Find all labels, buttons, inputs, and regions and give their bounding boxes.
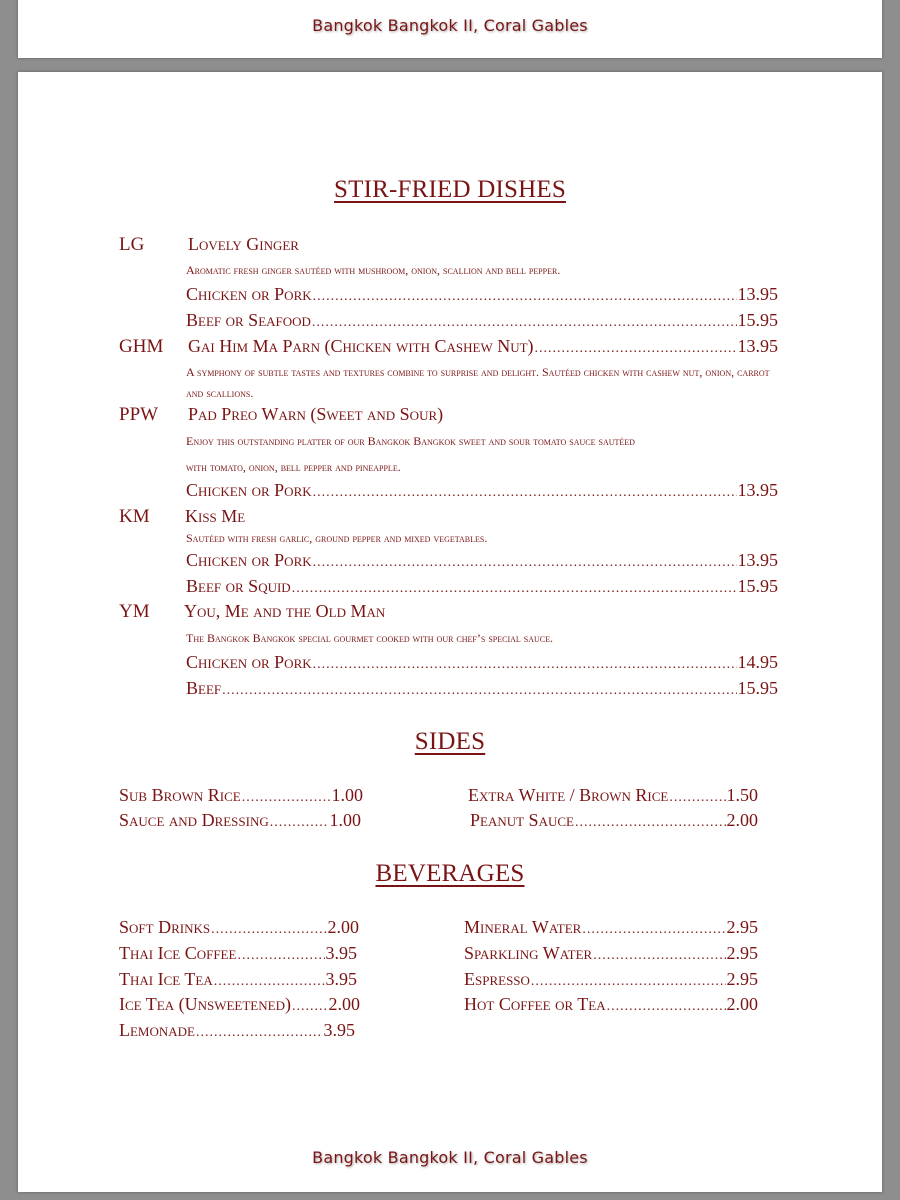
leader-dots <box>312 315 737 331</box>
price-line <box>119 969 357 990</box>
price-line <box>119 943 357 964</box>
leader-dots <box>292 999 328 1015</box>
price-label: Soft Drinks <box>119 917 211 937</box>
price-value: 2.95 <box>726 969 758 989</box>
price-line <box>464 994 758 1015</box>
price-line <box>470 810 758 831</box>
price-value: 2.95 <box>726 917 758 937</box>
price-label: Thai Ice Tea <box>119 969 213 989</box>
price-label: Chicken or Pork <box>186 550 312 570</box>
price-value: 1.00 <box>329 810 361 830</box>
price-value: 15.95 <box>737 678 778 698</box>
price-line <box>186 284 778 305</box>
price-value: 3.95 <box>325 943 357 963</box>
leader-dots <box>593 948 725 964</box>
previous-page <box>18 0 882 58</box>
price-value: 13.95 <box>737 480 778 500</box>
leader-dots <box>313 555 737 571</box>
section-title-stir-fried: STIR-FRIED DISHES <box>334 176 566 203</box>
price-label: Chicken or Pork <box>186 480 312 500</box>
leader-dots <box>196 1025 323 1041</box>
price-value: 15.95 <box>737 576 778 596</box>
leader-dots <box>531 974 726 990</box>
leader-dots <box>313 289 737 305</box>
leader-dots <box>222 683 736 699</box>
price-line <box>188 336 778 357</box>
price-line <box>186 310 778 331</box>
price-line <box>464 917 758 938</box>
price-label: Sub Brown Rice <box>119 785 241 805</box>
item-description: Enjoy this outstanding platter of our Bangkok Bangkok sweet and sour tomato sauce sautéed <box>186 434 635 448</box>
price-value: 2.00 <box>726 994 758 1014</box>
price-label: Sauce and Dressing <box>119 810 269 830</box>
price-line <box>119 917 359 938</box>
page-footer-title: Bangkok Bangkok II, Coral Gables <box>312 1148 588 1167</box>
item-code: LG <box>119 234 145 255</box>
price-label: Hot Coffee or Tea <box>464 994 606 1014</box>
price-label: Sparkling Water <box>464 943 593 963</box>
leader-dots <box>313 657 737 673</box>
price-line <box>186 576 778 597</box>
leader-dots <box>607 999 726 1015</box>
menu-page <box>18 72 882 1192</box>
price-label: Beef <box>186 678 222 698</box>
price-value: 3.95 <box>325 969 357 989</box>
leader-dots <box>242 790 331 806</box>
page-header-title: Bangkok Bangkok II, Coral Gables <box>312 16 588 35</box>
leader-dots <box>313 485 737 501</box>
price-value: 3.95 <box>323 1020 355 1040</box>
item-code: KM <box>119 506 150 527</box>
price-value: 1.50 <box>726 785 758 805</box>
item-description: with tomato, onion, bell pepper and pineapple. <box>186 460 401 474</box>
price-label: Mineral Water <box>464 917 582 937</box>
item-name: Pad Preo Warn (Sweet and Sour) <box>188 404 444 424</box>
item-description: The Bangkok Bangkok special gourmet cooked with our chef’s special sauce. <box>186 631 554 645</box>
price-value: 2.95 <box>726 943 758 963</box>
price-value: 1.00 <box>331 785 363 805</box>
leader-dots <box>582 922 725 938</box>
price-line <box>119 1020 355 1041</box>
leader-dots <box>575 815 726 831</box>
price-label: Extra White / Brown Rice <box>468 785 669 805</box>
price-label: Lemonade <box>119 1020 195 1040</box>
leader-dots <box>211 922 326 938</box>
price-label: Peanut Sauce <box>470 810 574 830</box>
leader-dots <box>270 815 329 831</box>
price-value: 13.95 <box>737 336 778 356</box>
price-value: 2.00 <box>327 917 359 937</box>
price-label: Espresso <box>464 969 530 989</box>
price-value: 13.95 <box>737 284 778 304</box>
section-title-sides: SIDES <box>414 728 486 755</box>
leader-dots <box>292 581 737 597</box>
item-code: GHM <box>119 336 164 357</box>
price-value: 2.00 <box>328 994 360 1014</box>
price-label: Ice Tea (Unsweetened) <box>119 994 291 1014</box>
price-value: 14.95 <box>737 652 778 672</box>
price-value: 2.00 <box>726 810 758 830</box>
item-name: Kiss Me <box>185 506 246 526</box>
price-value: 15.95 <box>737 310 778 330</box>
leader-dots <box>214 974 325 990</box>
item-description: A symphony of subtle tastes and textures combine to surprise and delight. Sautéed chicken with cashew nut, onion, carrot and scallions. <box>186 365 770 400</box>
price-line <box>186 678 778 699</box>
price-line <box>119 994 360 1015</box>
price-label: Beef or Squid <box>186 576 291 596</box>
price-line <box>186 480 778 501</box>
price-label: Thai Ice Coffee <box>119 943 237 963</box>
price-line <box>468 785 758 806</box>
price-line <box>119 810 361 831</box>
leader-dots <box>237 948 324 964</box>
leader-dots <box>535 341 737 357</box>
item-code: YM <box>119 601 150 622</box>
item-name: Lovely Ginger <box>188 234 299 254</box>
price-line <box>464 969 758 990</box>
price-label: Chicken or Pork <box>186 284 312 304</box>
item-description: Sautéed with fresh garlic, ground pepper and mixed vegetables. <box>186 531 488 545</box>
price-line <box>464 943 758 964</box>
price-label: Chicken or Pork <box>186 652 312 672</box>
item-code: PPW <box>119 404 159 425</box>
price-label: Beef or Seafood <box>186 310 311 330</box>
price-line <box>186 550 778 571</box>
price-value: 13.95 <box>737 550 778 570</box>
item-name: Gai Him Ma Parn (Chicken with Cashew Nut) <box>188 336 534 356</box>
price-line <box>186 652 778 673</box>
price-line <box>119 785 363 806</box>
item-name: You, Me and the Old Man <box>184 601 386 621</box>
leader-dots <box>669 790 725 806</box>
section-title-beverages: BEVERAGES <box>375 860 525 887</box>
item-description: Aromatic fresh ginger sautéed with mushroom, onion, scallion and bell pepper. <box>186 263 561 277</box>
